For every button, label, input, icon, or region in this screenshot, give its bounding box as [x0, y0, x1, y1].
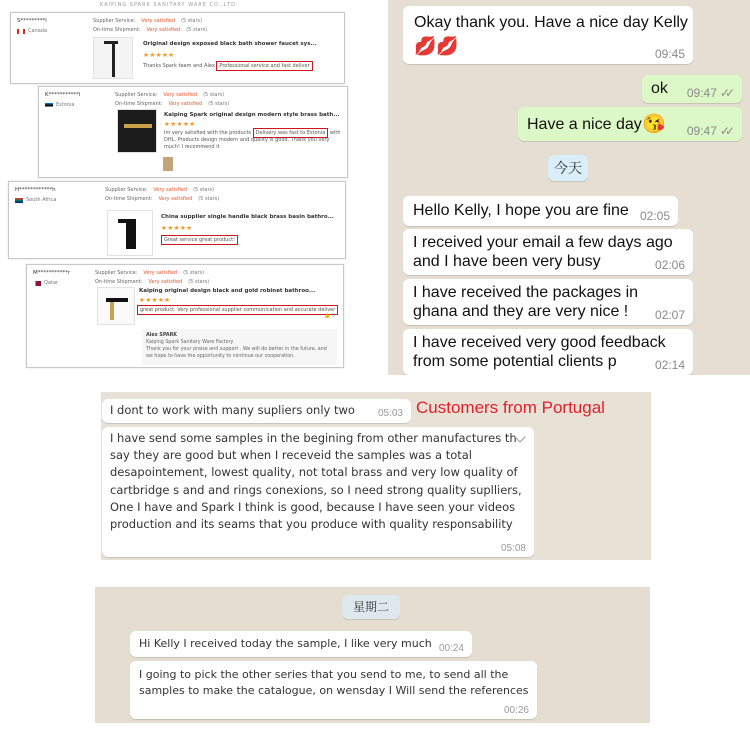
message-text: I dont to work with many supliers only two	[110, 403, 355, 417]
supplier-reply	[142, 329, 337, 365]
message-time: 09:47	[686, 86, 717, 100]
message-text: I going to pick the other series that you send to me, to send all the samples to make the catalogue, on wensday I Will send the references	[139, 668, 529, 697]
shipment-label: On-time Shipment:	[93, 27, 141, 33]
review-comment	[161, 237, 238, 243]
message-bubble-in[interactable]	[403, 279, 693, 325]
buyer-name: H************h	[15, 187, 56, 193]
rating-meta	[95, 269, 209, 287]
product-thumbnail[interactable]	[97, 287, 135, 325]
kiss-emoji-icon: 💋💋	[414, 36, 459, 56]
buyer-country	[17, 28, 47, 34]
shipment-value: Very satisfied	[148, 279, 183, 285]
supplier-service-value: Very satisfied	[153, 187, 188, 193]
supplier-stars-count: (5 stars)	[183, 270, 205, 276]
rating-meta	[93, 17, 207, 35]
message-bubble-in[interactable]	[130, 661, 537, 719]
supplier-stars-count: (5 stars)	[181, 18, 203, 24]
message-time: 09:45	[654, 47, 685, 61]
message-time: 00:24	[438, 643, 464, 654]
product-title[interactable]: Kaiping original design black and gold robinet bathroo...	[139, 288, 316, 294]
message-time-group	[687, 124, 734, 138]
rating-stars: ★★★★★	[164, 120, 196, 128]
country-label: Canada	[28, 28, 48, 34]
review-comment	[137, 307, 338, 313]
message-text: ok	[651, 80, 668, 97]
comment-highlight: great product. Very professional supplier communication and accurate deliver	[137, 305, 338, 315]
shipment-stars-count: (5 stars)	[208, 101, 230, 107]
supplier-service-label: Supplier Service:	[95, 270, 138, 276]
message-text: Okay thank you. Have a nice day Kelly	[414, 14, 688, 31]
message-time: 05:03	[377, 408, 403, 419]
message-bubble-in[interactable]	[102, 427, 534, 557]
message-time: 02:06	[654, 258, 685, 272]
flag-icon	[45, 103, 53, 108]
reply-author: Alex SPARK	[146, 333, 178, 338]
shipment-value: Very satisfied	[168, 101, 203, 107]
comment-highlight: Great service great product!	[161, 235, 238, 245]
shipment-value: Very satisfied	[146, 27, 181, 33]
message-bubble-in[interactable]	[102, 399, 411, 423]
country-label: Qatar	[44, 280, 59, 286]
chat-panel-bottom	[95, 587, 650, 723]
product-title[interactable]: Kaiping Spark original design modern style brass bath...	[164, 112, 340, 118]
like-button[interactable]	[324, 313, 335, 319]
review-card	[8, 181, 346, 259]
message-text: I have received the packages in ghana and they are very nice !	[413, 284, 639, 320]
buyer-name: M***********r	[33, 270, 71, 276]
message-text: I have received very good feedback from some potential clients p	[413, 334, 666, 370]
message-time: 02:14	[654, 358, 685, 372]
double-check-icon: ✓✓	[719, 124, 730, 138]
date-divider: 星期二	[342, 595, 400, 619]
rating-stars: ★★★★★	[161, 224, 193, 232]
message-text: Have a nice day	[527, 116, 642, 133]
comment-highlight: Professional service and fast deliver	[216, 61, 312, 71]
message-bubble-out[interactable]	[518, 107, 742, 141]
review-photo[interactable]	[163, 157, 173, 171]
supplier-stars-count: (5 stars)	[203, 92, 225, 98]
buyer-country	[15, 197, 56, 203]
kiss-face-emoji-icon: 😘	[642, 114, 666, 135]
supplier-service-label: Supplier Service:	[93, 18, 136, 24]
product-thumbnail[interactable]	[107, 210, 153, 256]
shipment-stars-count: (5 stars)	[186, 27, 208, 33]
review-card	[38, 86, 348, 178]
product-title[interactable]: Original design exposed black bath shower faucet sys...	[143, 41, 317, 47]
shipment-label: On-time Shipment:	[95, 279, 143, 285]
like-count: 0	[331, 313, 335, 319]
double-check-icon: ✓✓	[719, 86, 730, 100]
review-comment	[143, 63, 313, 69]
message-text: Hi Kelly I received today the sample, I like very much	[139, 637, 432, 650]
customers-portugal-label: Customers from Portugal	[416, 398, 605, 417]
flag-icon	[15, 198, 23, 203]
country-label: South Africa	[26, 197, 57, 203]
supplier-service-value: Very satisfied	[143, 270, 178, 276]
buyer-country	[45, 102, 74, 108]
shipment-stars-count: (5 stars)	[198, 196, 220, 202]
review-card	[26, 264, 344, 368]
buyer-country	[33, 280, 58, 286]
comment-highlight: Delivery was fast to Estonia	[253, 128, 329, 138]
message-text: I have send some samples in the begining from other manufactures th say they are good but when I receveid the samples was a total desapointement, lowest quality, not total brass and very low quality of cartbridge s and and rings conexions, so I need strong quality suplliers, One I have and Spark I think is good, because I have seen your videos production and its seams that you produce with quality responsability	[110, 431, 522, 532]
supplier-stars-count: (5 stars)	[193, 187, 215, 193]
message-text: I received your email a few days ago and I have been very busy	[413, 234, 673, 270]
comment-text: Thanks Spark team and Alex	[143, 63, 215, 69]
product-thumbnail[interactable]	[117, 109, 157, 153]
message-time: 00:26	[503, 705, 529, 716]
message-bubble-out[interactable]	[642, 75, 742, 103]
message-text: Hello Kelly, I hope you are fine	[413, 202, 629, 219]
rating-stars: ★★★★★	[139, 296, 171, 304]
buyer-name: K***********l	[45, 92, 81, 98]
message-time: 02:05	[639, 209, 670, 223]
message-bubble-in[interactable]	[403, 329, 693, 375]
comment-text: Im very satisfied with the products	[164, 130, 252, 136]
comment-text: with DHL. Products design modern and quality is good. Thank you very much! I recommend it	[164, 130, 341, 150]
shipment-label: On-time Shipment:	[115, 101, 163, 107]
rating-meta	[105, 186, 219, 204]
message-time: 02:07	[654, 308, 685, 322]
shipment-label: On-time Shipment:	[105, 196, 153, 202]
reply-text: Thank you for your praise and support . We will do better in the future, and we hope to have the opportunity to continue our cooperation.	[146, 347, 327, 359]
message-time: 05:08	[500, 543, 526, 554]
review-comment	[164, 130, 344, 151]
reply-company: Kaiping Spark Sanitary Ware Factory	[146, 340, 234, 345]
message-bubble-in[interactable]	[130, 631, 472, 657]
product-title[interactable]: China supplier single handle black brass basin bathro...	[161, 214, 334, 220]
rating-stars: ★★★★★	[143, 51, 175, 59]
message-time: 09:47	[686, 124, 717, 138]
rating-meta	[115, 91, 229, 109]
message-bubble-in[interactable]	[403, 6, 693, 64]
chat-panel-right	[388, 0, 750, 375]
thumbs-up-icon: 👍	[323, 313, 331, 319]
supplier-service-label: Supplier Service:	[115, 92, 158, 98]
message-bubble-in[interactable]	[403, 229, 693, 275]
supplier-service-value: Very satisfied	[163, 92, 198, 98]
message-time-group	[687, 86, 734, 100]
message-bubble-in[interactable]	[403, 196, 678, 226]
shipment-stars-count: (5 stars)	[188, 279, 210, 285]
flag-icon	[17, 29, 25, 34]
country-label: Estonia	[56, 102, 75, 108]
shipment-value: Very satisfied	[158, 196, 193, 202]
review-card	[10, 12, 345, 84]
watermark: KAIPING SPARK SANITARY WARE CO.,LTD	[100, 2, 236, 8]
product-thumbnail[interactable]	[93, 37, 133, 79]
flag-icon	[33, 281, 41, 286]
date-divider: 今天	[548, 155, 588, 181]
supplier-service-label: Supplier Service:	[105, 187, 148, 193]
supplier-service-value: Very satisfied	[141, 18, 176, 24]
buyer-name: S*********l	[17, 18, 47, 24]
